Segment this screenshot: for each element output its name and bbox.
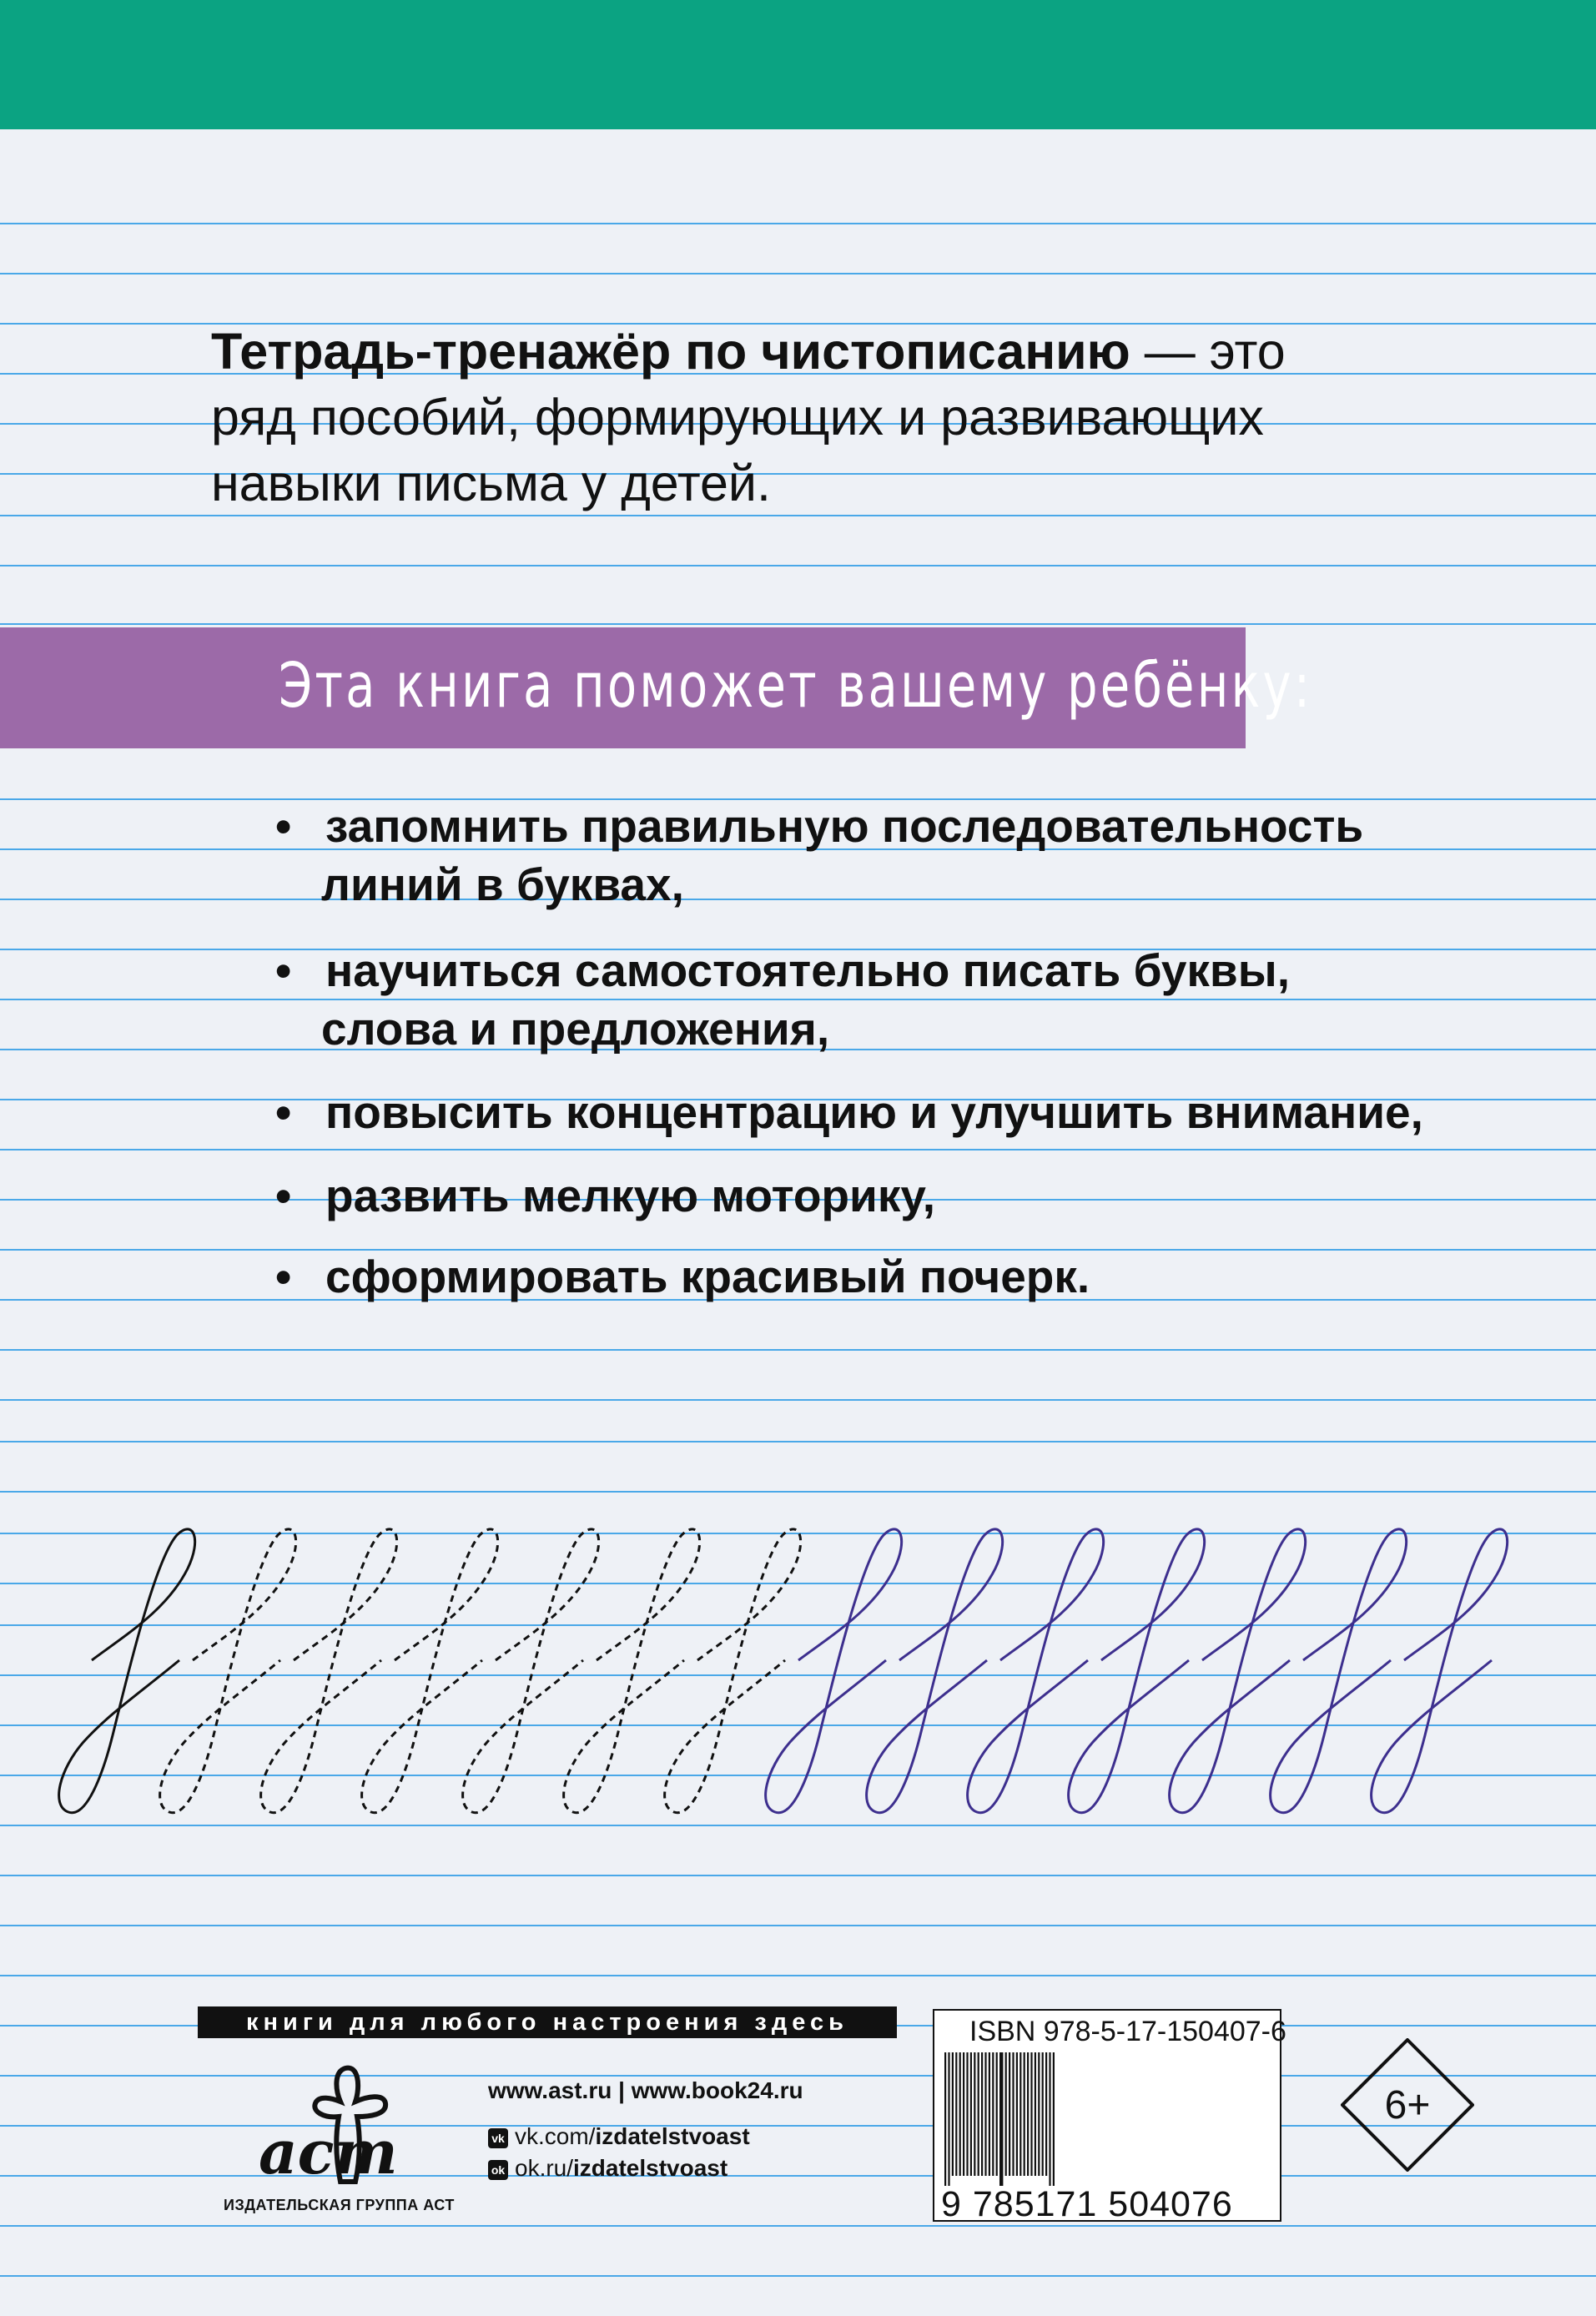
vk-prefix: vk.com/ <box>515 2123 596 2149</box>
intro-line1-rest: — это <box>1130 323 1286 380</box>
barcode-bar <box>1024 2052 1025 2176</box>
barcode-bar <box>1005 2052 1007 2176</box>
bullet: • <box>275 1086 292 1138</box>
ast-logo <box>242 2057 434 2190</box>
barcode-bar <box>952 2052 954 2176</box>
loop-practice <box>1170 1529 1306 1813</box>
benefit-text: развить мелкую моторику, <box>325 1170 936 1221</box>
barcode-bar <box>1035 2052 1036 2176</box>
loop-practice <box>1069 1529 1205 1813</box>
barcode-bar <box>966 2052 968 2176</box>
banner-text: Эта книга поможет вашему ребёнку: <box>279 650 1313 722</box>
barcode-bar <box>1053 2052 1055 2186</box>
handwriting-practice-loops <box>0 1518 1596 1835</box>
barcode-bar <box>996 2052 998 2176</box>
ean-number: 9 785171 504076 <box>941 2184 1233 2224</box>
bullet: • <box>275 1251 292 1302</box>
ok-prefix: ok.ru/ <box>515 2155 574 2181</box>
barcode-bar <box>978 2052 979 2176</box>
ok-icon: ok <box>488 2160 508 2180</box>
barcode-bar <box>1042 2052 1044 2176</box>
publisher-name: ИЗДАТЕЛЬСКАЯ ГРУППА АСТ <box>224 2197 455 2213</box>
loop-tracing-guide <box>261 1529 397 1813</box>
barcode-bar <box>974 2052 975 2176</box>
loop-practice <box>766 1529 902 1813</box>
barcode-bar <box>1030 2052 1032 2176</box>
barcode-bar <box>992 2052 994 2176</box>
barcode-bar <box>999 2052 1003 2186</box>
loop-tracing-guide <box>463 1529 599 1813</box>
loop-tracing-guide <box>160 1529 296 1813</box>
benefit-text: повысить концентрацию и улучшить внимание, <box>325 1086 1423 1138</box>
age-rating-badge <box>1341 2038 1474 2172</box>
loop-tracing-guide <box>362 1529 498 1813</box>
barcode-bar <box>1020 2052 1021 2176</box>
barcode-bar <box>955 2052 957 2176</box>
loop-practice <box>968 1529 1104 1813</box>
barcode-bar <box>1027 2052 1029 2176</box>
barcode-bar <box>1045 2052 1047 2176</box>
barcode-bar <box>981 2052 983 2176</box>
bullet: • <box>275 800 292 852</box>
benefit-text: линий в буквах, <box>321 858 684 910</box>
ok-link[interactable] <box>488 2155 728 2182</box>
barcode-bar <box>984 2052 986 2176</box>
intro-paragraph <box>211 319 1463 516</box>
barcode-bar <box>1049 2052 1050 2186</box>
barcode-bar <box>1038 2052 1040 2176</box>
loop-practice <box>1271 1529 1407 1813</box>
loop-practice <box>1372 1529 1508 1813</box>
barcode-bars <box>944 2052 1270 2186</box>
loop-practice <box>867 1529 1003 1813</box>
website-links[interactable]: www.ast.ru | www.book24.ru <box>488 2077 803 2103</box>
loop-tracing-guide <box>665 1529 801 1813</box>
age-rating-text: 6+ <box>1384 2083 1431 2127</box>
intro-title: Тетрадь-тренажёр по чистописанию <box>211 323 1130 380</box>
barcode-bar <box>963 2052 964 2176</box>
loop-tracing-guide <box>564 1529 700 1813</box>
logo-text: аст <box>259 2117 398 2188</box>
barcode-bar <box>970 2052 972 2176</box>
barcode-bar <box>1012 2052 1014 2176</box>
isbn-barcode <box>933 2009 1286 2224</box>
banner <box>0 627 1313 748</box>
bullet: • <box>275 1170 292 1221</box>
benefit-text: запомнить правильную последовательность <box>325 800 1364 852</box>
top-color-bar <box>0 0 1596 129</box>
barcode-bar <box>948 2052 949 2186</box>
vk-link[interactable] <box>488 2123 750 2150</box>
barcode-bar <box>959 2052 961 2176</box>
vk-icon: vk <box>488 2128 508 2148</box>
loop-sample <box>59 1529 195 1813</box>
vk-handle: izdatelstvoast <box>595 2123 750 2149</box>
barcode-bar <box>989 2052 990 2176</box>
benefit-text: сформировать красивый почерк. <box>325 1251 1090 1302</box>
ok-handle: izdatelstvoast <box>573 2155 728 2181</box>
barcode-bar <box>1016 2052 1018 2176</box>
intro-line3: навыки письма у детей. <box>211 455 771 511</box>
benefit-text: слова и предложения, <box>321 1003 830 1055</box>
isbn-text: ISBN 978-5-17-150407-6 <box>969 2016 1286 2047</box>
bullet: • <box>275 944 292 996</box>
slogan-bar: книги для любого настроения здесь <box>198 2006 897 2038</box>
barcode-bar <box>1009 2052 1010 2176</box>
barcode-bar <box>944 2052 946 2186</box>
benefit-text: научиться самостоятельно писать буквы, <box>325 944 1290 996</box>
intro-line2: ряд пособий, формирующих и развивающих <box>211 389 1264 446</box>
